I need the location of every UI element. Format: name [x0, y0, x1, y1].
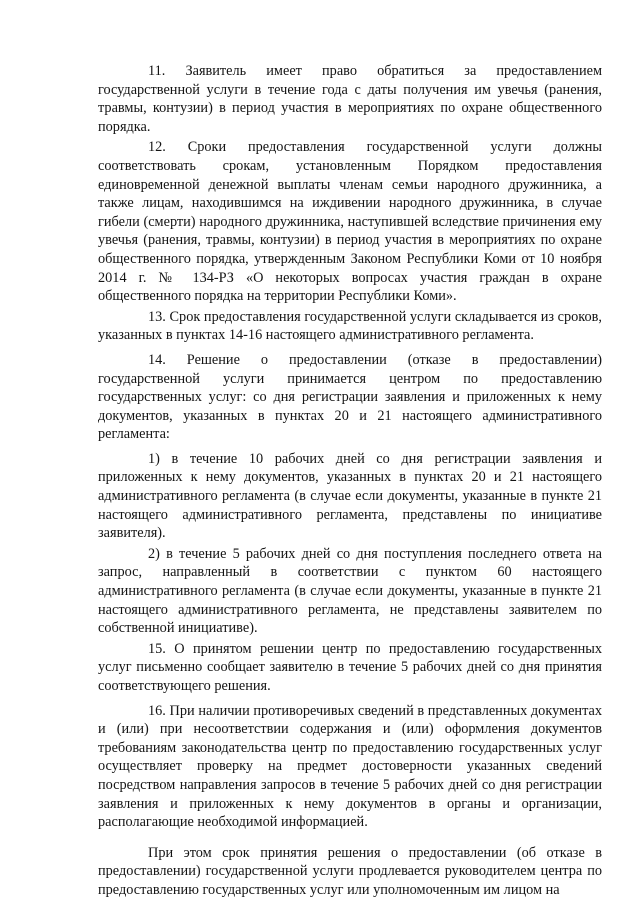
paragraph-13: 13. Срок предоставления государственной услуги складывается из сроков, указанных в пунктах 14-16 настоящего административного регламента.	[98, 308, 602, 344]
paragraph-14-item-1: 1) в течение 10 рабочих дней со дня регистрации заявления и приложенных к нему документов, указанных в пунктах 20 и 21 настоящего административного регламента (в случае если документы, указанные в пункте 21 настоящего административного регламента, представлены по инициативе заявителя).	[98, 450, 602, 542]
paragraph-14: 14. Решение о предоставлении (отказе в предоставлении) государственной услуги принимается центром по предоставлению государственных услуг: со дня регистрации заявления и приложенных к нему документов, указанных в пунктах 20 и 21 настоящего административного регламента:	[98, 351, 602, 443]
paragraph-15: 15. О принятом решении центр по предоставлению государственных услуг письменно сообщает заявителю в течение 5 рабочих дней со дня принятия соответствующего решения.	[98, 640, 602, 694]
paragraph-16: 16. При наличии противоречивых сведений в представленных документах и (или) при несоответствии содержания и (или) оформления документов требованиям законодательства центр по предоставлению государственных услуг осуществляет проверку на предмет достоверности указанных сведений посредством направления запросов в течение 5 рабочих дней со дня регистрации заявления и приложенных к нему документов в органы и организации, располагающие необходимой информацией.	[98, 702, 602, 831]
paragraph-12: 12. Сроки предоставления государственной услуги должны соответствовать срокам, установленным Порядком предоставления единовременной денежной выплаты членам семьи народного дружинника, а также лицам, находившимся на иждивении народного дружинника, в случае гибели (смерти) народного дружинника, наступившей вследствие причинения ему увечья (ранения, травмы, контузии) в период участия в мероприятиях по охране общественного порядка, утвержденным Законом Республики Коми от 10 ноября 2014 г. № 134-РЗ «О некоторых вопросах участия граждан в охране общественного порядка на территории Республики Коми».	[98, 139, 602, 305]
paragraph-14-item-2: 2) в течение 5 рабочих дней со дня поступления последнего ответа на запрос, направленный в соответствии с пунктом 60 настоящего административного регламента (в случае если документы, указанные в пункте 21 настоящего административного регламента, не представлены заявителем по собственной инициативе).	[98, 545, 602, 637]
paragraph-16-continuation: При этом срок принятия решения о предоставлении (об отказе в предоставлении) государственной услуги продлевается руководителем центра по предоставлению государственных услуг или уполномоченным им лицом на	[98, 844, 602, 898]
paragraph-11: 11. Заявитель имеет право обратиться за предоставлением государственной услуги в течение года с даты получения им увечья (ранения, травмы, контузии) в период участия в мероприятиях по охране общественного порядка.	[98, 63, 602, 135]
